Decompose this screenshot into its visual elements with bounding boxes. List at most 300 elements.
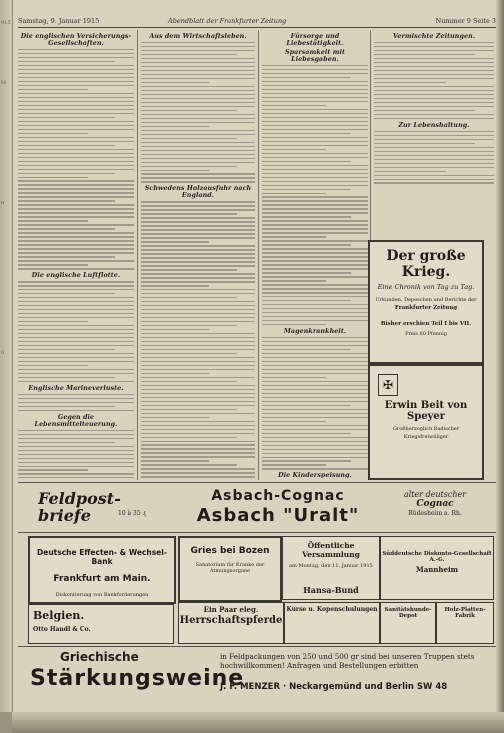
text-line [18,81,134,82]
ad-gries-bei-bozen [178,536,282,602]
text-line [141,217,255,218]
text-line [262,276,368,277]
text-line [141,82,209,83]
article-body [18,430,134,478]
text-line [18,177,88,178]
text-line [141,90,255,91]
text-line [141,126,209,127]
text-line [262,181,368,182]
text-line [18,97,134,98]
text-line [18,446,134,447]
article-body [18,394,134,411]
text-line [262,288,368,289]
ad-griechische-staerkungsweine [30,648,490,708]
text-line [374,143,475,144]
text-line [18,281,134,282]
text-line [18,321,88,322]
text-line [141,277,255,278]
ad-price: 10 à 35 ₰ [118,510,146,517]
text-line [18,188,134,189]
text-line [141,309,255,310]
text-line [141,261,255,262]
text-line [18,361,134,362]
text-line [374,94,494,95]
text-line [262,425,368,426]
text-line [141,46,255,47]
text-line [262,169,368,170]
ad-title: Herrschaftspferde [179,615,283,626]
text-line [374,175,494,176]
text-line [18,121,134,122]
text-line [141,297,237,298]
text-line [374,155,494,156]
ad-text: Preis 60 Pfennig [405,331,447,337]
text-line [262,185,368,186]
ad-asbach-cognac [180,488,376,530]
text-line [18,105,134,106]
edge-fragment: 915 [1,20,11,26]
text-line [18,216,134,217]
text-line [18,313,134,314]
text-line [141,237,255,238]
text-line [18,192,134,193]
ad-text: alter deutscher [403,490,467,499]
text-line [141,369,255,370]
text-line [18,458,134,459]
text-line [141,162,255,163]
ad-subtitle: Frankfurt am Main. [53,574,151,584]
text-line [262,401,368,402]
ad-title: Belgien. [33,609,85,622]
text-line [262,468,368,469]
text-line [141,373,209,374]
text-line [141,421,255,422]
text-line [262,373,368,374]
article-title: Aus dem Wirtschaftsleben. [149,33,247,40]
text-line [18,153,134,154]
text-line [18,93,134,94]
article-body [262,65,368,325]
text-line [141,114,255,115]
text-line [141,441,255,442]
text-line [262,145,368,146]
text-line [18,450,134,451]
ad-text: Urkunden, Depeschen und Berichte der [375,297,477,303]
text-line [262,308,368,309]
ad-text: Rüdesheim a. Rh. [408,510,462,517]
text-line [374,74,494,75]
text-line [18,349,115,350]
text-line [262,141,368,142]
text-line [141,285,209,286]
text-line [374,86,494,87]
ad-title: Süddeutsche Diskonto-Gesellschaft A.-G. [382,551,492,563]
text-line [262,437,368,438]
text-line [141,345,255,346]
text-line [141,321,255,322]
text-line [262,153,368,154]
ad-title: Griechische [60,650,139,664]
article-title: Die englischen Versicherungs-Gesellschaften. [20,33,132,47]
text-line [262,236,326,237]
text-line [141,122,255,123]
column-rule [137,30,138,480]
text-line [374,114,494,115]
text-line [141,146,255,147]
text-line [18,301,134,302]
text-line [262,97,368,98]
text-line [262,161,351,162]
text-line [18,469,88,470]
text-line [18,141,134,142]
text-line [18,430,134,431]
text-line [262,417,368,418]
text-line [18,394,134,395]
text-line [18,61,115,62]
text-line [374,42,494,43]
text-line [18,113,134,114]
text-line [374,118,494,119]
text-line [141,213,237,214]
text-line [18,224,134,225]
text-line [262,300,351,301]
text-line [18,196,134,197]
text-line [262,216,351,217]
text-line [141,170,209,171]
text-line [18,77,134,78]
article-body [141,201,255,478]
text-line [18,228,115,229]
text-line [141,150,255,151]
ad-sueddeutsche-diskonto [380,536,494,600]
text-line [374,54,475,55]
text-line [18,268,134,269]
text-line [141,301,255,302]
text-line [262,460,351,461]
text-line [262,393,368,394]
edge-fragment: ü [1,350,5,356]
text-line [18,212,134,213]
ad-text: Frankfurter Zeitung [394,305,458,311]
bottom-page-edge [0,712,504,733]
text-line [262,369,368,370]
text-line [374,98,494,99]
text-line [262,189,351,190]
text-line [18,240,134,241]
ad-oeffentliche-versammlung [282,536,380,600]
text-line [141,221,255,222]
text-line [374,70,494,71]
text-line [262,296,368,297]
text-line [18,333,134,334]
text-line [262,133,351,134]
text-line [262,292,368,293]
text-line [18,248,134,249]
text-line [18,69,134,70]
text-line [262,357,368,358]
text-line [262,349,351,350]
text-line [141,281,255,282]
text-line [262,341,368,342]
text-line [141,472,255,473]
text-line [18,353,134,354]
text-line [141,385,255,386]
text-line [18,208,134,209]
ads-divider [18,646,496,647]
text-line [18,157,134,158]
text-line [141,397,255,398]
ad-title: Kurse u. Kopenschulungen [286,606,378,613]
header-page-number: Nummer 9 Seite 3 [435,17,496,25]
text-line [141,413,255,414]
text-line [18,377,115,378]
text-line [262,324,326,325]
article-title: Schwedens Holzausfuhr nach England. [144,185,252,200]
text-line [18,410,134,411]
article-body [141,42,255,183]
text-line [141,437,237,438]
text-line [141,273,255,274]
text-line [141,329,209,330]
text-line [18,325,134,326]
text-line [262,381,368,382]
text-line [18,173,115,174]
text-line [374,78,494,79]
ad-text: Cognac [416,499,454,509]
text-line [18,53,134,54]
text-line [141,401,255,402]
ad-text: Großherzoglich Badischer [392,426,460,432]
column-3 [262,32,368,478]
text-line [141,225,255,226]
text-line [141,468,255,469]
text-line [18,329,134,330]
text-line [18,65,134,66]
text-line [141,54,237,55]
article-title: Vermischte Zeitungen. [392,33,476,40]
text-line [262,413,368,414]
text-line [374,82,446,83]
text-line [18,180,134,181]
ad-text: Hansa-Bund [303,585,359,595]
text-line [18,137,134,138]
text-line [141,253,255,254]
text-line [141,409,237,410]
text-line [262,353,368,354]
text-line [262,433,351,434]
text-line [141,389,255,390]
text-line [262,224,368,225]
ad-brand: Asbach-Cognac [211,488,345,504]
column-1 [18,32,134,478]
text-line [141,357,255,358]
text-line [18,285,134,286]
text-line [262,264,368,265]
text-line [262,208,368,209]
text-line [262,165,368,166]
article-title: Die Kinderspeisung. [278,472,352,478]
text-line [18,317,134,318]
text-line [262,445,368,446]
text-line [262,429,368,430]
text-line [262,228,368,229]
ad-company: J. F. MENZER · Neckargemünd und Berlin SW 48 [220,682,448,692]
ad-product-name: Stärkungsweine [30,666,245,691]
text-line [18,434,134,435]
article-body [374,42,494,119]
text-line [18,466,134,467]
text-line [262,377,326,378]
right-page-edge [496,0,504,733]
text-line [18,473,134,474]
text-line [262,157,368,158]
text-line [374,46,494,47]
text-line [374,171,446,172]
ad-sanitaetshunde-depot [380,602,436,644]
text-line [262,385,368,386]
text-line [141,233,255,234]
text-line [262,113,368,114]
text-line [18,57,134,58]
text-line [262,212,368,213]
text-line [262,137,368,138]
text-line [262,365,368,366]
text-line [141,110,237,111]
text-line [262,248,368,249]
text-line [262,117,368,118]
text-line [141,476,255,477]
text-line [262,73,368,74]
text-line [18,365,88,366]
article-body [374,131,494,184]
text-line [262,173,368,174]
text-line [262,449,368,450]
text-line [141,305,255,306]
text-line [18,244,134,245]
text-line [262,272,351,273]
text-line [262,204,368,205]
ad-title: Der große Krieg. [386,248,466,280]
text-line [18,293,115,294]
text-line [18,256,115,257]
text-line [262,196,368,197]
text-line [141,393,255,394]
ad-text: Ein Paar eleg. [203,605,259,614]
text-line [374,106,494,107]
text-line [18,345,134,346]
text-line [141,381,237,382]
text-line [18,125,134,126]
text-line [262,65,368,66]
text-line [374,58,494,59]
text-line [141,78,255,79]
edge-fragment: M [1,80,7,86]
text-line [262,77,351,78]
text-line [141,464,237,465]
text-line [141,289,255,290]
text-line [262,193,326,194]
text-line [18,369,134,370]
ad-subtitle: Eine Chronik von Tag zu Tag. [377,283,475,291]
text-line [262,256,368,257]
text-line [262,421,326,422]
text-line [141,337,255,338]
text-line [141,70,255,71]
text-line [262,109,368,110]
text-line [141,158,255,159]
text-line [374,151,494,152]
text-line [262,177,368,178]
text-line [141,325,237,326]
text-line [141,66,255,67]
text-line [18,204,134,205]
text-line [141,205,255,206]
text-line [18,462,134,463]
text-line [262,81,368,82]
text-line [141,50,255,51]
text-line [18,357,134,358]
text-line [18,85,134,86]
text-line [141,74,255,75]
text-line [374,182,494,183]
ad-title: Holz-Platten-Fabrik [444,607,486,619]
text-line [262,69,368,70]
text-line [262,280,326,281]
header-date: Samstag, 9. Januar 1915 [18,17,100,25]
text-line [262,85,368,86]
text-line [262,149,326,150]
text-line [18,402,134,403]
text-line [141,86,255,87]
ad-feldpost-briefe [38,490,178,528]
text-line [262,260,368,261]
text-line [374,131,494,132]
ad-text: Otto Handl & Co. [33,626,91,633]
text-line [141,118,255,119]
text-line [141,452,255,453]
text-line [141,317,255,318]
text-line [141,257,255,258]
text-line [141,417,209,418]
text-line [374,139,494,140]
text-line [141,333,255,334]
text-line [18,49,134,50]
text-line [141,460,209,461]
text-line [18,145,115,146]
text-line [141,361,255,362]
text-line [262,361,368,362]
text-line [18,398,134,399]
ad-text: in Feldpackungen von 250 und 500 gr sind bei unseren Truppen stets hochwillkommen! Anfragen und Bestellungen erbitten [220,652,475,670]
ad-title: Gries bei Bozen [190,546,270,556]
text-line [374,90,494,91]
text-line [262,337,368,338]
text-line [18,200,115,201]
text-line [18,442,115,443]
text-line [141,456,255,457]
text-line [262,389,368,390]
ad-title: Feldpost-briefe [38,490,121,525]
text-line [18,454,134,455]
text-line [141,249,255,250]
text-line [18,117,115,118]
text-line [141,98,255,99]
text-line [141,58,255,59]
text-line [374,163,494,164]
text-line [141,229,255,230]
text-line [262,268,368,269]
text-line [141,425,255,426]
